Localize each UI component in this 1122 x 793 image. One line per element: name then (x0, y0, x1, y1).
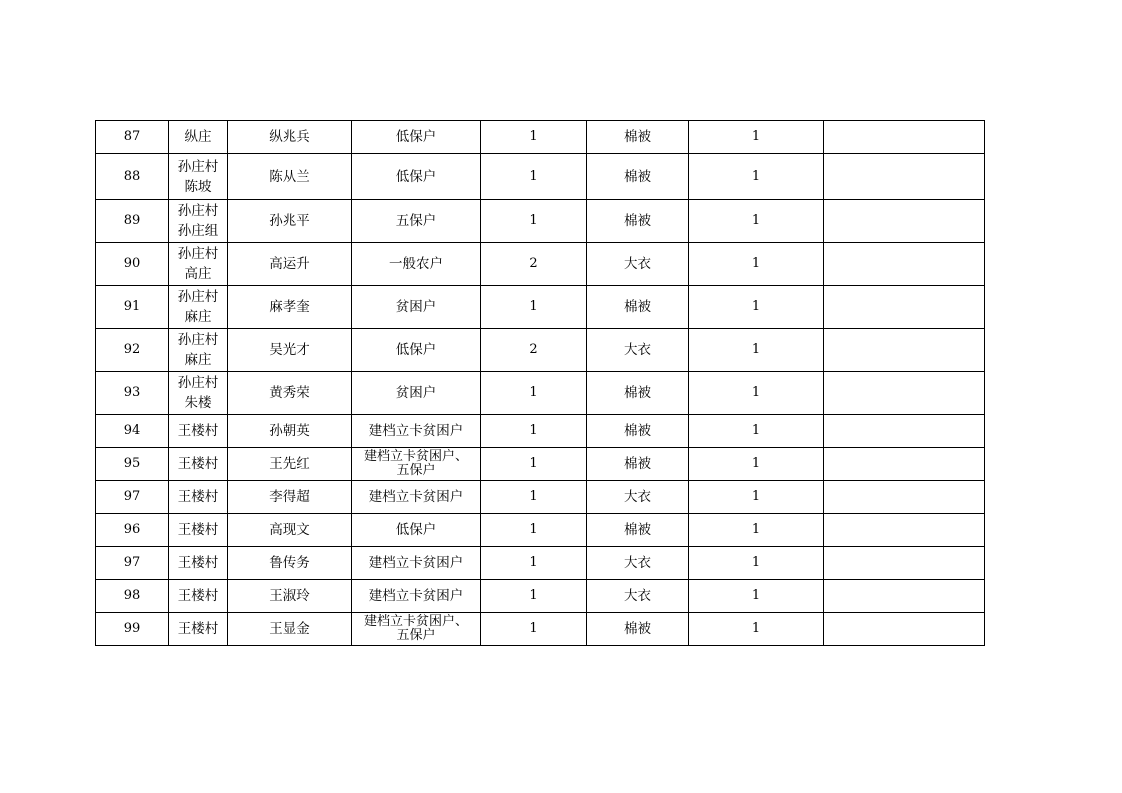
category-line: 低保户 (395, 522, 437, 538)
village-cell (169, 547, 228, 580)
remark-cell (824, 329, 985, 372)
category-line: 低保户 (395, 168, 437, 185)
village-line: 孙庄村 (177, 289, 219, 305)
table-row (96, 547, 985, 580)
table-row (96, 415, 985, 448)
remark-cell (824, 121, 985, 154)
remark-cell (824, 547, 985, 580)
serial-number-cell: 97 (96, 481, 169, 514)
household-size-cell: 1 (481, 286, 587, 329)
category-line: 贫困户 (395, 385, 437, 401)
serial-number-cell: 88 (96, 154, 169, 200)
household-size-cell: 1 (481, 547, 587, 580)
relief-item-cell: 大衣 (587, 547, 689, 580)
recipient-name-cell: 麻孝奎 (228, 286, 352, 329)
household-category-cell (352, 415, 481, 448)
remark-cell (824, 372, 985, 415)
relief-item-cell: 棉被 (587, 514, 689, 547)
village-line: 孙庄村 (177, 203, 219, 219)
household-category-cell (352, 481, 481, 514)
serial-number-cell: 91 (96, 286, 169, 329)
village-line: 王楼村 (177, 555, 219, 571)
relief-item-cell: 棉被 (587, 415, 689, 448)
village-line: 王楼村 (177, 423, 219, 439)
category-line: 贫困户 (395, 299, 437, 315)
table-row (96, 329, 985, 372)
household-size-cell: 1 (481, 448, 587, 481)
remark-cell (824, 613, 985, 646)
village-cell (169, 154, 228, 200)
household-size-cell: 1 (481, 580, 587, 613)
table-row (96, 580, 985, 613)
item-count-cell: 1 (689, 329, 824, 372)
household-category-cell (352, 121, 481, 154)
category-line: 低保户 (395, 129, 437, 145)
item-count-cell: 1 (689, 121, 824, 154)
category-line: 一般农户 (389, 256, 443, 272)
village-cell (169, 286, 228, 329)
table-row (96, 372, 985, 415)
recipient-name-cell: 高运升 (228, 243, 352, 286)
item-count-cell: 1 (689, 200, 824, 243)
household-category-cell (352, 613, 481, 646)
item-count-cell: 1 (689, 514, 824, 547)
category-line: 建档立卡贫困户 (368, 555, 464, 571)
relief-item-cell: 大衣 (587, 243, 689, 286)
household-category-cell (352, 547, 481, 580)
village-line: 纵庄 (184, 129, 212, 145)
remark-cell (824, 243, 985, 286)
remark-cell (824, 514, 985, 547)
household-size-cell: 1 (481, 372, 587, 415)
village-cell (169, 580, 228, 613)
household-size-cell: 2 (481, 329, 587, 372)
relief-item-cell: 棉被 (587, 448, 689, 481)
serial-number-cell: 95 (96, 448, 169, 481)
relief-item-cell: 棉被 (587, 154, 689, 200)
table-body (96, 121, 985, 646)
village-line: 麻庄 (184, 352, 212, 368)
serial-number-cell: 94 (96, 415, 169, 448)
household-category-cell (352, 372, 481, 415)
relief-item-cell: 棉被 (587, 613, 689, 646)
serial-number-cell: 96 (96, 514, 169, 547)
table-row (96, 514, 985, 547)
item-count-cell: 1 (689, 243, 824, 286)
category-line: 五保户 (396, 463, 436, 478)
item-count-cell: 1 (689, 547, 824, 580)
serial-number-cell: 90 (96, 243, 169, 286)
table-row (96, 243, 985, 286)
serial-number-cell: 92 (96, 329, 169, 372)
table-row (96, 481, 985, 514)
category-line: 五保户 (395, 213, 437, 229)
recipient-name-cell: 陈从兰 (228, 154, 352, 200)
village-cell (169, 415, 228, 448)
village-line: 孙庄村 (177, 332, 219, 348)
village-line: 王楼村 (177, 621, 219, 637)
recipient-name-cell: 高现文 (228, 514, 352, 547)
village-cell (169, 121, 228, 154)
household-size-cell: 1 (481, 514, 587, 547)
serial-number-cell: 89 (96, 200, 169, 243)
household-category-cell (352, 329, 481, 372)
remark-cell (824, 200, 985, 243)
serial-number-cell: 93 (96, 372, 169, 415)
village-cell (169, 481, 228, 514)
village-line: 王楼村 (177, 489, 219, 505)
category-line: 建档立卡贫困户 (368, 588, 464, 604)
village-line: 王楼村 (177, 522, 219, 538)
village-line: 孙庄村 (177, 375, 219, 391)
item-count-cell: 1 (689, 415, 824, 448)
category-line: 低保户 (395, 342, 437, 358)
item-count-cell: 1 (689, 286, 824, 329)
village-line: 孙庄村 (177, 246, 219, 262)
household-category-cell (352, 514, 481, 547)
remark-cell (824, 286, 985, 329)
village-cell (169, 448, 228, 481)
relief-item-cell: 大衣 (587, 329, 689, 372)
relief-item-cell: 棉被 (587, 200, 689, 243)
household-category-cell (352, 200, 481, 243)
village-line: 陈坡 (184, 178, 212, 195)
village-line: 麻庄 (184, 309, 212, 325)
item-count-cell: 1 (689, 448, 824, 481)
relief-item-cell: 大衣 (587, 481, 689, 514)
village-cell (169, 514, 228, 547)
item-count-cell: 1 (689, 481, 824, 514)
recipient-name-cell: 孙兆平 (228, 200, 352, 243)
relief-item-cell: 棉被 (587, 372, 689, 415)
relief-item-cell: 棉被 (587, 286, 689, 329)
item-count-cell: 1 (689, 372, 824, 415)
village-line: 朱楼 (184, 395, 212, 411)
household-category-cell (352, 286, 481, 329)
recipient-name-cell: 孙朝英 (228, 415, 352, 448)
recipient-name-cell: 王显金 (228, 613, 352, 646)
recipient-name-cell: 鲁传务 (228, 547, 352, 580)
category-line: 建档立卡贫困户、 (363, 449, 468, 464)
item-count-cell: 1 (689, 580, 824, 613)
household-category-cell (352, 448, 481, 481)
household-category-cell (352, 580, 481, 613)
table-row (96, 286, 985, 329)
relief-distribution-table (95, 120, 985, 646)
serial-number-cell: 97 (96, 547, 169, 580)
village-line: 王楼村 (177, 456, 219, 472)
household-size-cell: 1 (481, 121, 587, 154)
table-row (96, 448, 985, 481)
relief-item-cell: 棉被 (587, 121, 689, 154)
recipient-name-cell: 吴光才 (228, 329, 352, 372)
category-line: 五保户 (396, 628, 436, 643)
household-size-cell: 1 (481, 154, 587, 200)
village-cell (169, 329, 228, 372)
table-row (96, 121, 985, 154)
remark-cell (824, 154, 985, 200)
recipient-name-cell: 王先红 (228, 448, 352, 481)
remark-cell (824, 448, 985, 481)
household-size-cell: 1 (481, 613, 587, 646)
table-row (96, 613, 985, 646)
household-size-cell: 1 (481, 415, 587, 448)
serial-number-cell: 99 (96, 613, 169, 646)
household-category-cell (352, 154, 481, 200)
category-line: 建档立卡贫困户、 (363, 614, 468, 629)
village-cell (169, 200, 228, 243)
village-cell (169, 613, 228, 646)
household-category-cell (352, 243, 481, 286)
recipient-name-cell: 李得超 (228, 481, 352, 514)
village-line: 孙庄村 (177, 158, 219, 175)
relief-item-cell: 大衣 (587, 580, 689, 613)
household-size-cell: 1 (481, 200, 587, 243)
village-cell (169, 243, 228, 286)
table-row (96, 200, 985, 243)
village-line: 高庄 (184, 266, 212, 282)
table-row (96, 154, 985, 200)
recipient-name-cell: 王淑玲 (228, 580, 352, 613)
village-line: 孙庄组 (177, 223, 219, 239)
remark-cell (824, 415, 985, 448)
category-line: 建档立卡贫困户 (368, 423, 464, 439)
village-cell (169, 372, 228, 415)
item-count-cell: 1 (689, 154, 824, 200)
village-line: 王楼村 (177, 588, 219, 604)
serial-number-cell: 98 (96, 580, 169, 613)
remark-cell (824, 580, 985, 613)
item-count-cell: 1 (689, 613, 824, 646)
household-size-cell: 2 (481, 243, 587, 286)
serial-number-cell: 87 (96, 121, 169, 154)
recipient-name-cell: 纵兆兵 (228, 121, 352, 154)
category-line: 建档立卡贫困户 (368, 489, 464, 505)
household-size-cell: 1 (481, 481, 587, 514)
recipient-name-cell: 黄秀荣 (228, 372, 352, 415)
remark-cell (824, 481, 985, 514)
